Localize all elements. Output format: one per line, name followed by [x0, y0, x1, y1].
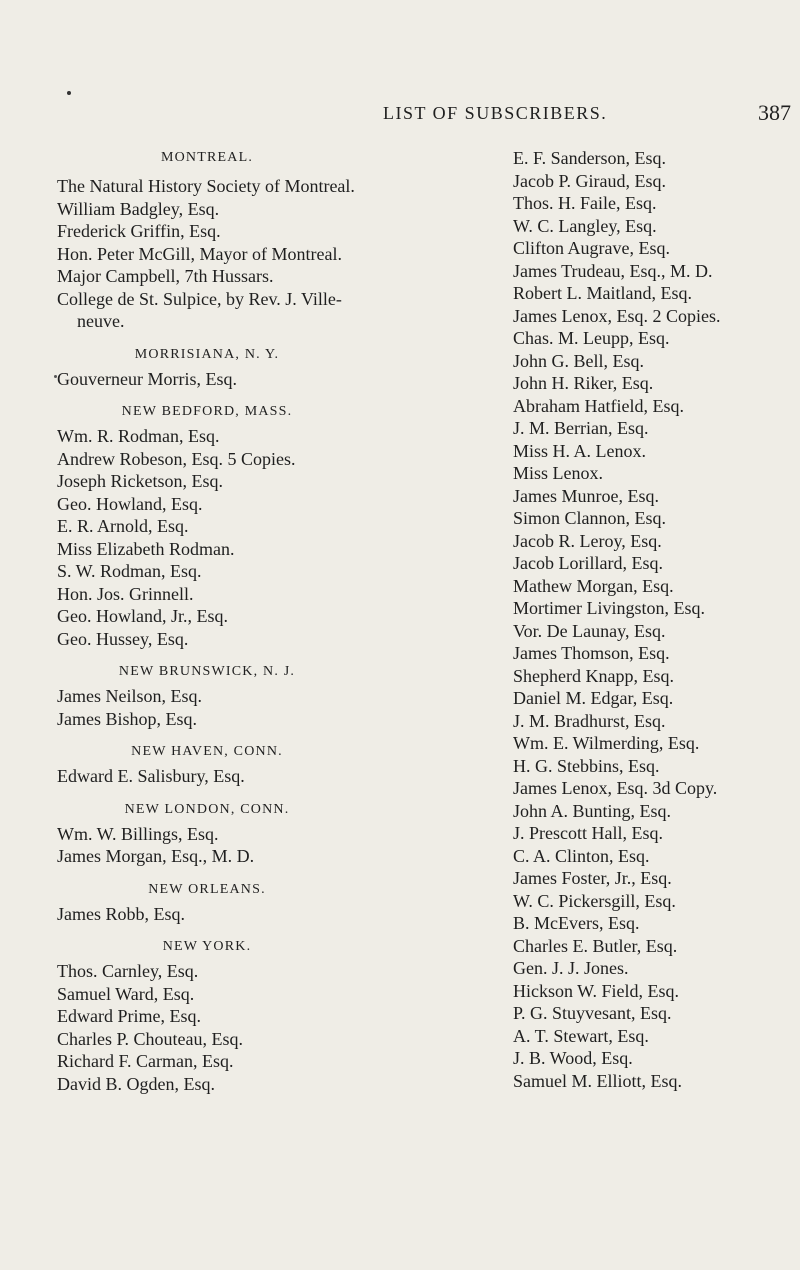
ink-speck	[67, 91, 71, 95]
subscriber-entry: Thos. H. Faile, Esq.	[513, 193, 657, 213]
subscriber-entry: S. W. Rodman, Esq.	[57, 561, 202, 581]
subscriber-entry: Simon Clannon, Esq.	[513, 508, 667, 528]
location-heading: MORRISIANA, N. Y.	[134, 346, 280, 362]
subscriber-entry: Miss Lenox.	[513, 463, 603, 483]
subscriber-entry: William Badgley, Esq.	[57, 198, 220, 219]
subscriber-entry: Joseph Ricketson, Esq.	[57, 471, 223, 491]
page-header	[0, 100, 800, 133]
subscriber-entry: Hon. Jos. Grinnell.	[57, 583, 194, 604]
subscriber-entry: E. F. Sanderson, Esq.	[513, 148, 667, 168]
subscriber-entry: Geo. Hussey, Esq.	[57, 628, 189, 649]
subscriber-entry: Mathew Morgan, Esq.	[513, 575, 674, 596]
subscriber-entry: Jacob P. Giraud, Esq.	[513, 170, 666, 191]
subscriber-entry: Major Campbell, 7th Hussars.	[57, 266, 274, 286]
subscriber-column-left	[57, 147, 357, 1095]
subscriber-entry: James Morgan, Esq., M. D.	[57, 846, 255, 866]
running-title: LIST OF SUBSCRIBERS.	[383, 103, 608, 123]
subscriber-entry: Jacob Lorillard, Esq.	[513, 553, 663, 573]
subscriber-entry: J. B. Wood, Esq.	[513, 1048, 633, 1068]
subscriber-entry: College de St. Sulpice, by Rev. J. Ville-	[57, 288, 342, 309]
subscriber-column-right	[513, 147, 796, 1092]
location-heading: NEW YORK.	[162, 939, 252, 954]
subscriber-entry: Richard F. Carman, Esq.	[57, 1051, 234, 1071]
subscriber-entry: Geo. Howland, Jr., Esq.	[57, 606, 228, 626]
subscriber-entry: James Robb, Esq.	[57, 903, 185, 924]
subscriber-entry: Vor. De Launay, Esq.	[513, 620, 666, 641]
subscriber-entry: Charles P. Chouteau, Esq.	[57, 1028, 243, 1049]
subscriber-entry: James Thomson, Esq.	[513, 643, 670, 663]
subscriber-entry: Jacob R. Leroy, Esq.	[513, 530, 662, 551]
subscriber-entry: Clifton Augrave, Esq.	[513, 238, 670, 258]
subscriber-entry: Hon. Peter McGill, Mayor of Montreal.	[57, 243, 342, 264]
subscriber-entry: E. R. Arnold, Esq.	[57, 516, 189, 536]
location-heading: NEW BEDFORD, MASS.	[121, 404, 293, 419]
subscriber-entry: James Lenox, Esq. 2 Copies.	[513, 305, 721, 326]
subscriber-entry: J. M. Bradhurst, Esq.	[513, 710, 666, 731]
subscriber-entry: James Trudeau, Esq., M. D.	[513, 260, 713, 281]
subscriber-entry: Thos. Carnley, Esq.	[57, 961, 199, 981]
subscriber-entry: Gouverneur Morris, Esq.	[57, 368, 237, 389]
subscriber-entry: Geo. Howland, Esq.	[57, 493, 203, 514]
subscriber-entry: J. M. Berrian, Esq.	[513, 418, 649, 438]
subscriber-entry: Samuel Ward, Esq.	[57, 983, 195, 1004]
subscriber-entry: Wm. R. Rodman, Esq.	[57, 426, 220, 446]
subscriber-entry: Edward E. Salisbury, Esq.	[57, 766, 245, 786]
subscriber-entry: C. A. Clinton, Esq.	[513, 845, 650, 866]
subscriber-entry: B. McEvers, Esq.	[513, 913, 640, 933]
subscriber-entry: John H. Riker, Esq.	[513, 373, 654, 393]
subscriber-entry: W. C. Langley, Esq.	[513, 215, 657, 236]
location-heading: MONTREAL.	[160, 150, 254, 165]
subscriber-entry: Shepherd Knapp, Esq.	[513, 665, 674, 686]
subscriber-entry: H. G. Stebbins, Esq.	[513, 755, 660, 776]
subscriber-entry: A. T. Stewart, Esq.	[513, 1025, 649, 1046]
subscriber-entry: Miss Elizabeth Rodman.	[57, 538, 235, 559]
subscriber-entry: Robert L. Maitland, Esq.	[513, 283, 692, 303]
subscriber-entry: Wm. E. Wilmerding, Esq.	[513, 733, 700, 753]
subscriber-entry: Miss H. A. Lenox.	[513, 440, 647, 461]
subscriber-entry: Samuel M. Elliott, Esq.	[513, 1070, 682, 1091]
subscriber-entry: The Natural History Society of Montreal.	[57, 176, 355, 196]
subscriber-entry: Gen. J. J. Jones.	[513, 958, 629, 978]
subscriber-entry: John G. Bell, Esq.	[513, 350, 645, 371]
subscriber-entry: John A. Bunting, Esq.	[513, 800, 672, 821]
subscriber-entry: Chas. M. Leupp, Esq.	[513, 328, 670, 348]
subscriber-entry: J. Prescott Hall, Esq.	[513, 823, 663, 843]
location-heading: NEW ORLEANS.	[148, 881, 266, 897]
subscriber-entry: David B. Ogden, Esq.	[57, 1073, 215, 1094]
subscriber-entry: Mortimer Livingston, Esq.	[513, 598, 705, 618]
subscriber-entry: Wm. W. Billings, Esq.	[57, 823, 219, 844]
subscriber-entry: James Foster, Jr., Esq.	[513, 868, 672, 888]
subscriber-entry: Andrew Robeson, Esq. 5 Copies.	[57, 448, 296, 469]
subscriber-entry: Daniel M. Edgar, Esq.	[513, 688, 674, 708]
page-number: 387	[758, 100, 791, 125]
location-heading: NEW LONDON, CONN.	[124, 801, 290, 817]
location-heading: NEW HAVEN, CONN.	[131, 744, 283, 759]
subscriber-entry: W. C. Pickersgill, Esq.	[513, 890, 676, 911]
subscriber-entry: Abraham Hatfield, Esq.	[513, 395, 684, 416]
subscriber-entry: Hickson W. Field, Esq.	[513, 980, 680, 1001]
subscriber-entry: Charles E. Butler, Esq.	[513, 935, 678, 956]
subscriber-entry: P. G. Stuyvesant, Esq.	[513, 1003, 672, 1023]
subscriber-entry: Edward Prime, Esq.	[57, 1006, 201, 1026]
subscriber-entry: James Neilson, Esq.	[57, 686, 202, 706]
subscriber-entry: James Lenox, Esq. 3d Copy.	[513, 778, 718, 798]
subscriber-entry: James Bishop, Esq.	[57, 708, 198, 729]
subscriber-entry: Frederick Griffin, Esq.	[57, 221, 221, 241]
subscriber-entry-continuation: neuve.	[77, 311, 125, 331]
subscriber-entry: James Munroe, Esq.	[513, 485, 659, 506]
location-heading: NEW BRUNSWICK, N. J.	[118, 664, 296, 679]
